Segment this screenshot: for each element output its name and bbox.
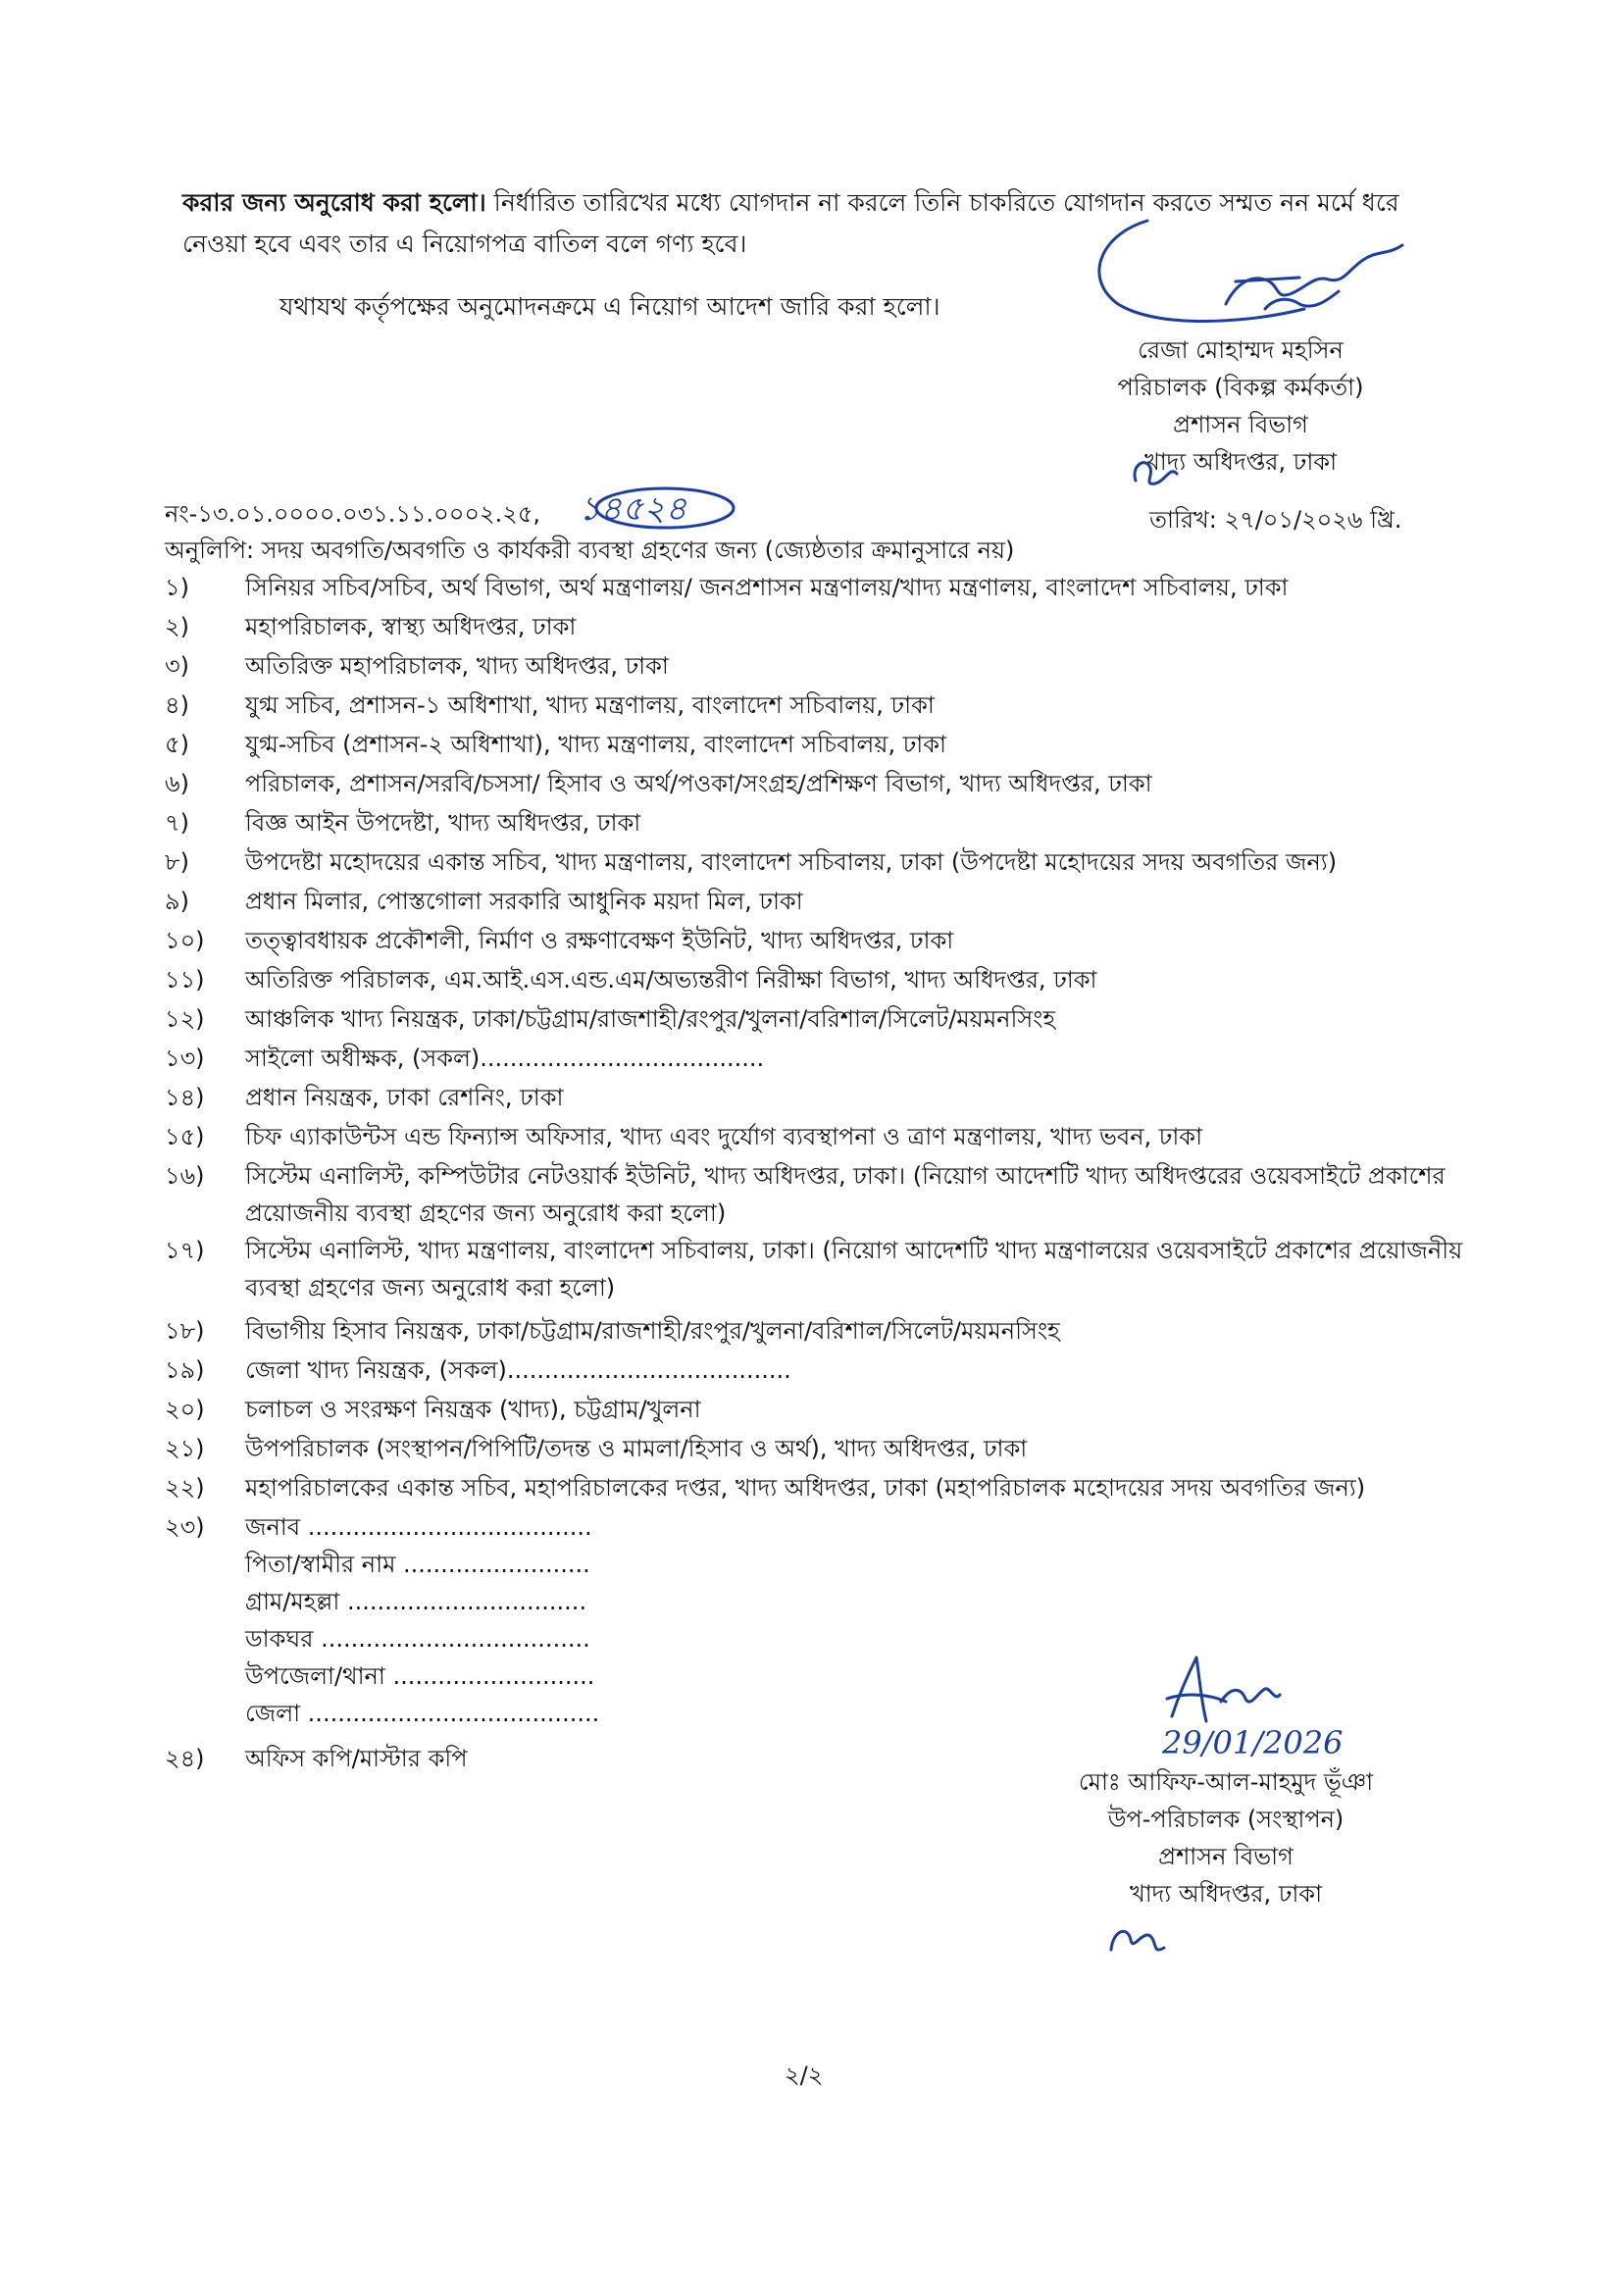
initials-mark-1: [1126, 446, 1185, 495]
list-item: ১৪) প্রধান নিয়ন্ত্রক, ঢাকা রেশনিং, ঢাকা: [165, 1084, 564, 1111]
address-line-father: পিতা/স্বামীর নাম .........................: [245, 1551, 590, 1578]
address-line-name: জনাব ......................................: [245, 1513, 592, 1541]
address-line-upazila: উপজেলা/থানা ...........................: [245, 1662, 595, 1690]
list-item: ১৫) চিফ এ্যাকাউন্টস এন্ড ফিন্যান্স অফিসার, খাদ্য এবং দুর্যোগ ব্যবস্থাপনা ও ত্রাণ মন্ত্রণালয়, খাদ্য ভবন, ঢাকা: [165, 1123, 1203, 1150]
list-item: ৫) যুগ্ম-সচিব (প্রশাসন-২ অধিশাখা), খাদ্য মন্ত্রণালয়, বাংলাদেশ সচিবালয়, ঢাকা: [165, 731, 946, 758]
list-item: ১১) অতিরিক্ত পরিচালক, এম.আই.এস.এন্ড.এম/অভ্যন্তরীণ নিরীক্ষা বিভাগ, খাদ্য অধিদপ্তর, ঢাকা: [165, 966, 1097, 994]
list-item: ১) সিনিয়র সচিব/সচিব, অর্থ বিভাগ, অর্থ মন্ত্রণালয়/ জনপ্রশাসন মন্ত্রণালয়/খাদ্য মন্ত্রণালয়, বাংলাদেশ সচিবালয়, ঢাকা: [165, 574, 1289, 601]
memo-number: নং-১৩.০১.০০০০.০৩১.১১.০০০২.২৫,: [165, 500, 541, 528]
list-item: ২৪) অফিস কপি/মাস্টার কপি: [165, 1745, 468, 1772]
list-item: ৪) যুগ্ম সচিব, প্রশাসন-১ অধিশাখা, খাদ্য মন্ত্রণালয়, বাংলাদেশ সচিবালয়, ঢাকা: [165, 691, 935, 719]
signatory-1-office: খাদ্য অধিদপ্তর, ঢাকা: [1143, 448, 1338, 476]
signatory-2-block: [1049, 1763, 1402, 1912]
list-item: ১২) আঞ্চলিক খাদ্য নিয়ন্ত্রক, ঢাকা/চট্টগ্রাম/রাজশাহী/রংপুর/খুলনা/বরিশাল/সিলেট/ময়মনসিংহ: [165, 1005, 1056, 1033]
list-item: ৩) অতিরিক্ত মহাপরিচালক, খাদ্য অধিদপ্তর, ঢাকা: [165, 652, 669, 680]
list-item: ১৭) সিস্টেম এনালিস্ট, খাদ্য মন্ত্রণালয়, বাংলাদেশ সচিবালয়, ঢাকা। (নিয়োগ আদেশটি খাদ্য মন্ত্রণালয়ের ওয়েবসাইটে প্রকাশের প্রয়োজনীয় ব্যবস্থা গ্রহণের জন্য অনুরোধ করা হলো): [165, 1237, 1463, 1301]
list-item: ১৮) বিভাগীয় হিসাব নিয়ন্ত্রক, ঢাকা/চট্টগ্রাম/রাজশাহী/রংপুর/খুলনা/বরিশাল/সিলেট/ময়মনসিংহ: [165, 1317, 1060, 1345]
list-item-address: ২৩) জনাব ...................................... পিতা/স্বামীর নাম ......................... গ্রাম/মহল্লা ................................ ডাকঘর .................................... উপজেলা/থানা ........................... জেলা .......................................: [165, 1508, 1469, 1740]
list-item: ২) মহাপরিচালক, স্বাস্থ্য অধিদপ্তর, ঢাকা: [165, 613, 577, 640]
signatory-2-name: মোঃ আফিফ-আল-মাহমুদ ভূঁঞা: [1078, 1768, 1374, 1796]
signatory-1-name: রেজা মোহাম্মদ মহসিন: [1138, 336, 1344, 364]
page-number: ২/২: [785, 2062, 824, 2089]
address-line-post: ডাকঘর ....................................: [245, 1625, 590, 1653]
memo-handwritten-number: [567, 481, 743, 537]
list-item: ৮) উপদেষ্টা মহোদয়ের একান্ত সচিব, খাদ্য মন্ত্রণালয়, বাংলাদেশ সচিবালয়, ঢাকা (উপদেষ্টা মহোদয়ের সদয় অবগতির জন্য): [165, 848, 1338, 876]
list-item: ১০) তত্ত্বাবধায়ক প্রকৌশলী, নির্মাণ ও রক্ষণাবেক্ষণ ইউনিট, খাদ্য অধিদপ্তর, ঢাকা: [165, 927, 954, 954]
list-item: ১৩) সাইলো অধীক্ষক, (সকল)......................................: [165, 1045, 765, 1072]
list-item: ২০) চলাচল ও সংরক্ষণ নিয়ন্ত্রক (খাদ্য), চট্টগ্রাম/খুলনা: [165, 1396, 701, 1423]
list-item: ৭) বিজ্ঞ আইন উপদেষ্টা, খাদ্য অধিদপ্তর, ঢাকা: [165, 809, 641, 837]
signatory-2-designation: উপ-পরিচালক (সংস্থাপন): [1107, 1806, 1345, 1833]
intro-line-2: নেওয়া হবে এবং তার এ নিয়োগপত্র বাতিল বলে গণ্য হবে।: [182, 229, 747, 258]
signatory-1-designation: পরিচালক (বিকল্প কর্মকর্তা): [1117, 374, 1364, 401]
signatory-1-division: প্রশাসন বিভাগ: [1173, 411, 1308, 438]
approval-line: যথাযথ কর্তৃপক্ষের অনুমোদনক্রমে এ নিয়োগ আদেশ জারি করা হলো।: [279, 292, 940, 321]
intro-bold-text: করার জন্য অনুরোধ করা হলো।: [182, 188, 486, 217]
cc-heading: অনুলিপি: সদয় অবগতি/অবগতি ও কার্যকরী ব্যবস্থা গ্রহণের জন্য (জ্যেষ্ঠতার ক্রমানুসারে নয়): [165, 536, 1015, 564]
list-item: ৬) পরিচালক, প্রশাসন/সরবি/চসসা/ হিসাব ও অর্থ/পওকা/সংগ্রহ/প্রশিক্ষণ বিভাগ, খাদ্য অধিদপ্তর, ঢাকা: [165, 770, 1152, 797]
address-line-district: জেলা .......................................: [245, 1700, 600, 1727]
signatory-2-office: খাদ্য অধিদপ্তর, ঢাকা: [1129, 1880, 1323, 1908]
initials-mark-2: [1103, 1911, 1172, 1964]
list-item: ১৬) সিস্টেম এনালিস্ট, কম্পিউটার নেটওয়ার্ক ইউনিট, খাদ্য অধিদপ্তর, ঢাকা। (নিয়োগ আদেশটি খাদ্য অধিদপ্তরের ওয়েবসাইটে প্রকাশের প্রয়োজনীয় ব্যবস্থা গ্রহণের জন্য অনুরোধ করা হলো): [165, 1162, 1446, 1227]
cc-list: [165, 569, 1469, 1779]
list-item: ২২) মহাপরিচালকের একান্ত সচিব, মহাপরিচালকের দপ্তর, খাদ্য অধিদপ্তর, ঢাকা (মহাপরিচালক মহোদয়ের সদয় অবগতির জন্য): [165, 1474, 1366, 1502]
list-item: ৯) প্রধান মিলার, পোস্তগোলা সরকারি আধুনিক ময়দা মিল, ঢাকা: [165, 888, 803, 915]
address-line-village: গ্রাম/মহল্লা ................................: [245, 1588, 587, 1615]
signature-2-date: 29/01/2026: [1162, 1724, 1344, 1761]
list-item: ১৯) জেলা খাদ্য নিয়ন্ত্রক, (সকল)......................................: [165, 1356, 791, 1384]
signature-1-image: [1079, 201, 1432, 338]
intro-rest-text: নির্ধারিত তারিখের মধ্যে যোগদান না করলে তিনি চাকরিতে যোগদান করতে সম্মত নন মর্মে ধরে: [485, 188, 1399, 217]
memo-handwritten-text: ১৪৫২৪: [579, 489, 687, 529]
signatory-2-division: প্রশাসন বিভাগ: [1158, 1843, 1294, 1870]
list-item: ২১) উপপরিচালক (সংস্থাপন/পিপিটি/তদন্ত ও মামলা/হিসাব ও অর্থ), খাদ্য অধিদপ্তর, ঢাকা: [165, 1435, 1028, 1462]
signature-2-image: [1152, 1648, 1446, 1765]
memo-date: তারিখ: ২৭/০১/২০২৬ খ্রি.: [1149, 506, 1402, 534]
